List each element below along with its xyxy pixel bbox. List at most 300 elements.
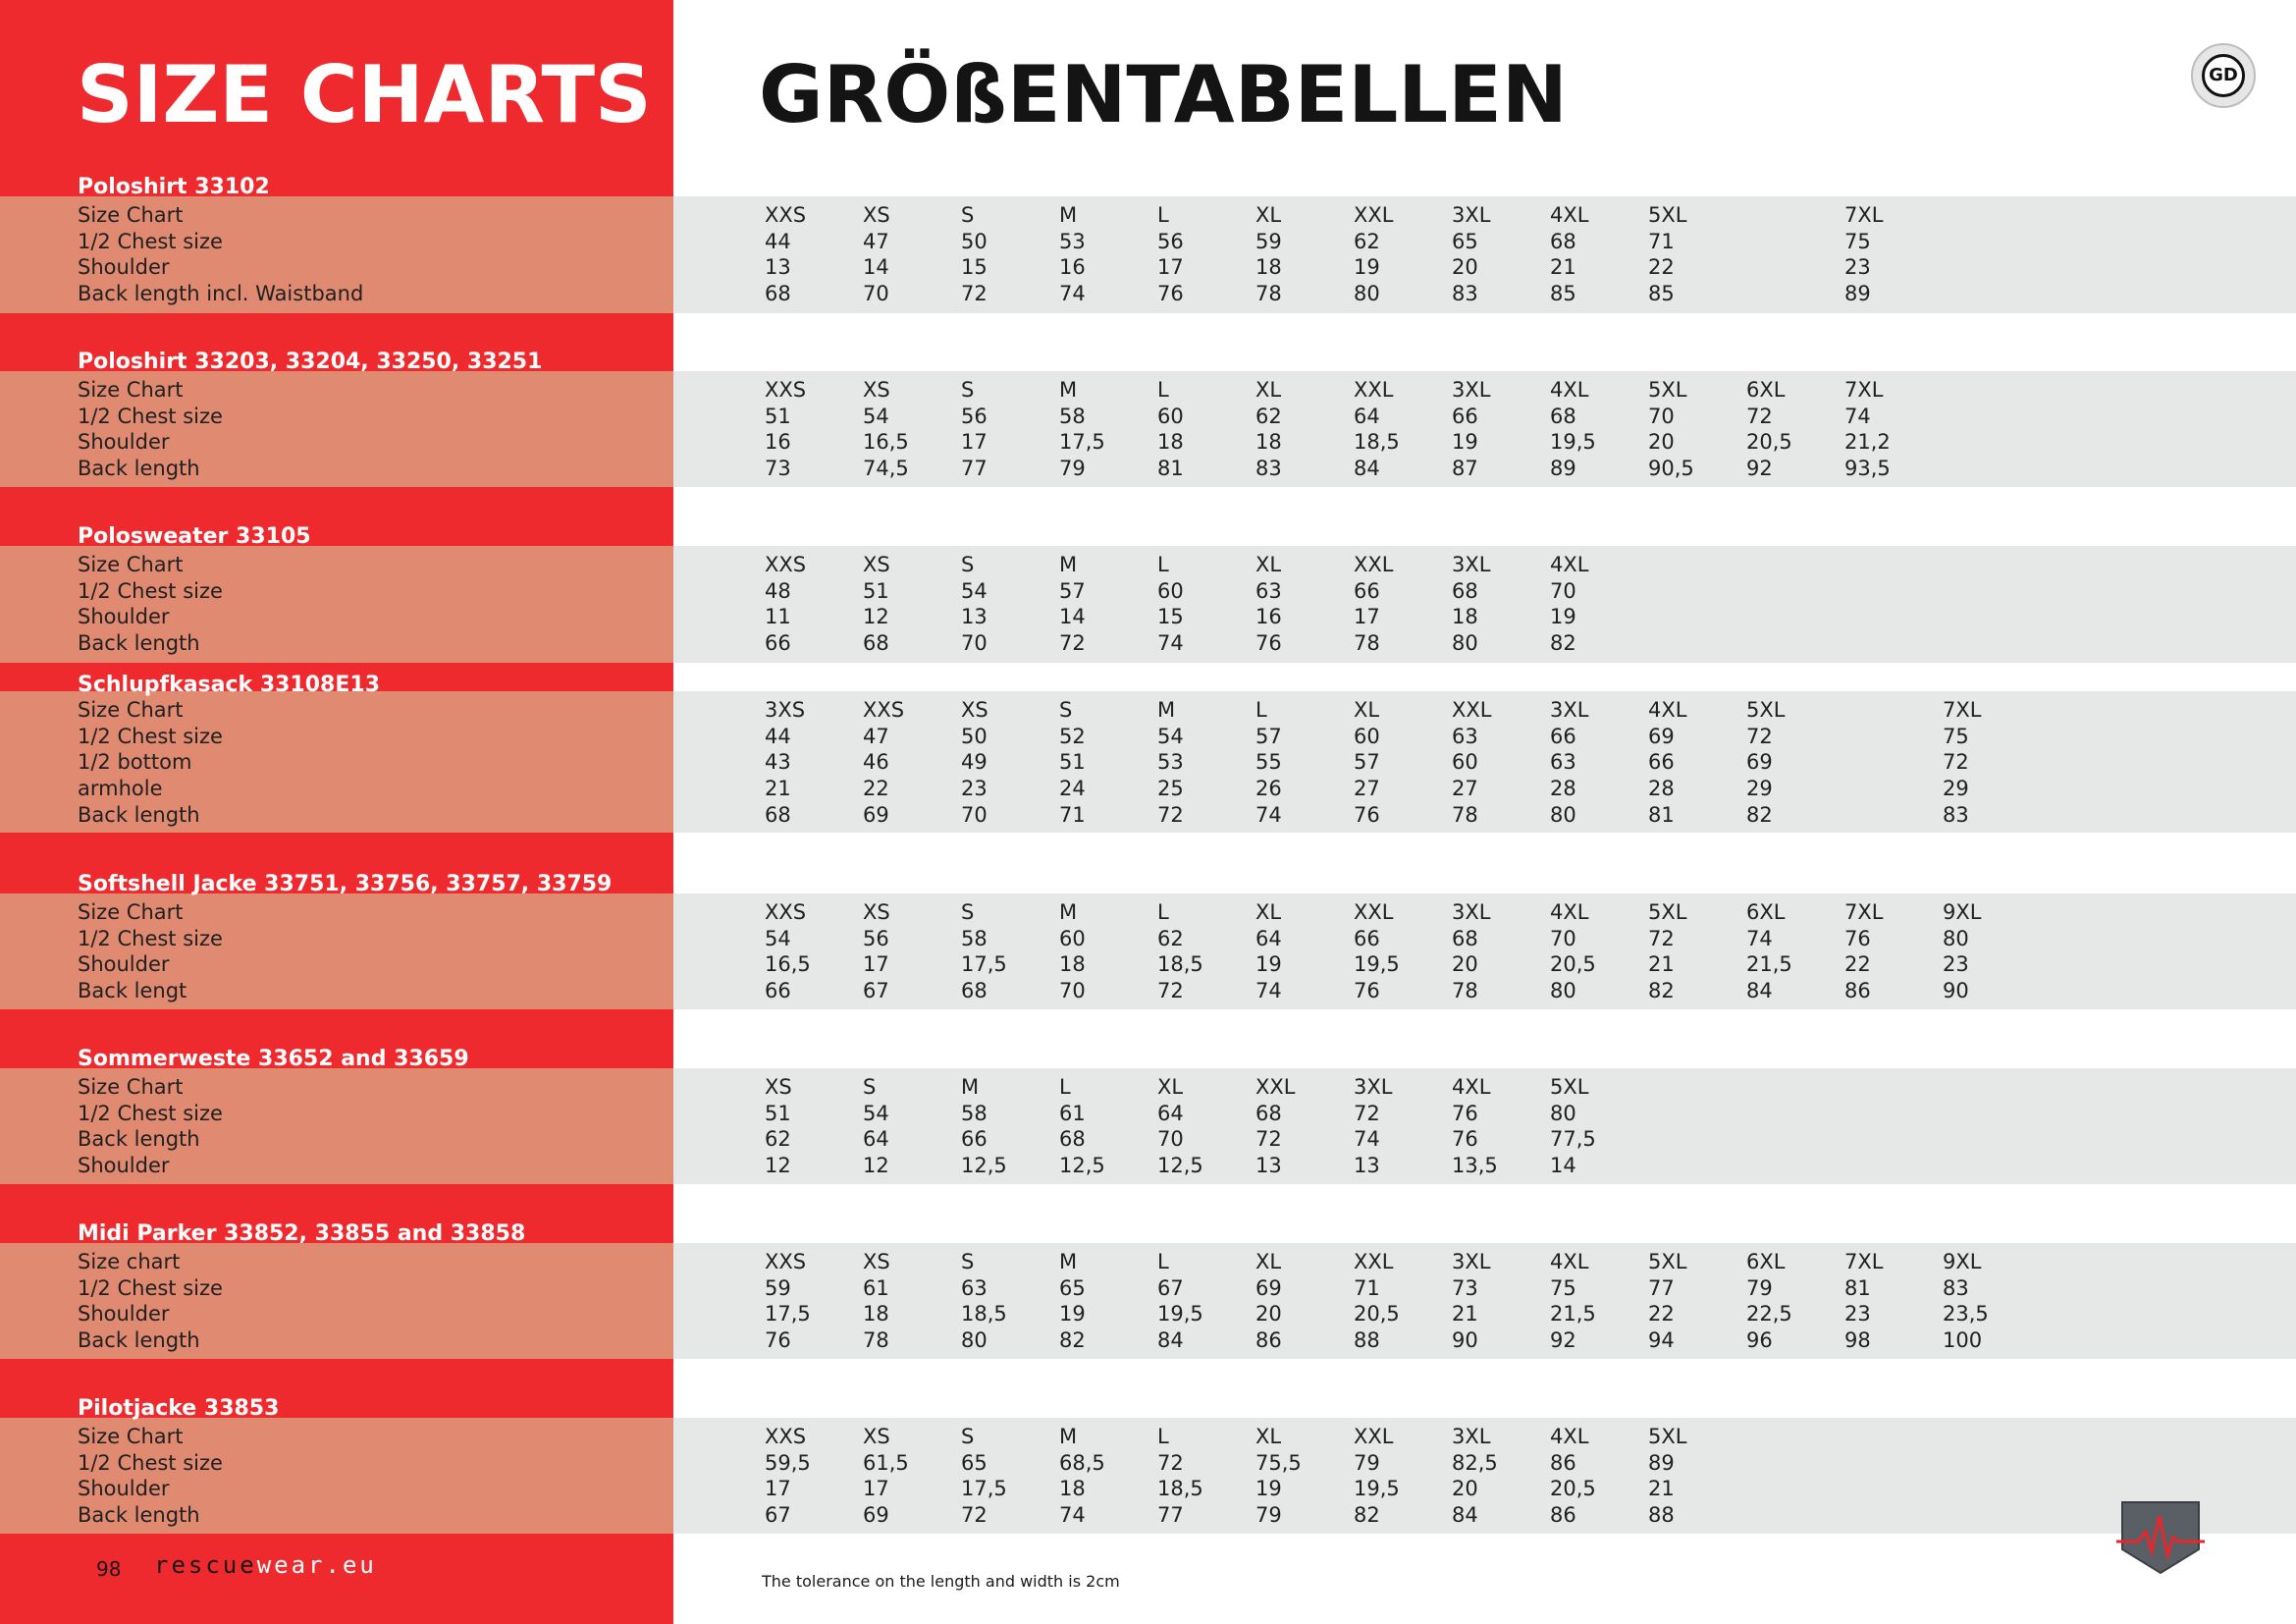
table-cell: 74 bbox=[1746, 926, 1773, 950]
table-cell: 66 bbox=[1452, 404, 1478, 428]
table-cell: 70 bbox=[1059, 979, 1086, 1003]
table-cell: XXL bbox=[1255, 1075, 1296, 1099]
table-cell: 73 bbox=[1452, 1275, 1478, 1300]
table-cell: 4XL bbox=[1550, 553, 1589, 576]
table-cell: 20 bbox=[1648, 430, 1675, 455]
table-cell: 68 bbox=[765, 802, 791, 827]
table-cell: M bbox=[1059, 1425, 1078, 1448]
table-cell: 59 bbox=[765, 1275, 791, 1300]
table-cell: 20,5 bbox=[1550, 952, 1596, 977]
table-cell: 68 bbox=[961, 979, 988, 1003]
table-cell: 22 bbox=[1844, 952, 1871, 977]
table-cell: XS bbox=[863, 900, 890, 924]
table-cell: 20,5 bbox=[1746, 430, 1792, 455]
table-cell: XXS bbox=[765, 553, 807, 576]
table-cell: 24 bbox=[1059, 777, 1086, 801]
table-cell: L bbox=[1157, 1250, 1169, 1273]
table-cell: 5XL bbox=[1648, 203, 1687, 227]
table-cell: 4XL bbox=[1550, 1250, 1589, 1273]
table-cell: 50 bbox=[961, 229, 988, 253]
table-cell: XXL bbox=[1354, 1425, 1394, 1448]
table-cell: 64 bbox=[1354, 404, 1380, 428]
table-cell: 13 bbox=[765, 255, 791, 280]
table-cell: 9XL bbox=[1943, 1250, 1982, 1273]
table-cell: 68 bbox=[1550, 229, 1576, 253]
table-cell: 86 bbox=[1255, 1328, 1282, 1353]
table-cell: 82 bbox=[1354, 1503, 1380, 1528]
table-cell: 81 bbox=[1648, 802, 1675, 827]
table-cell: 19 bbox=[1255, 1477, 1282, 1501]
table-cell: 68 bbox=[1059, 1127, 1086, 1152]
table-cell: 58 bbox=[961, 926, 988, 950]
row-label: Size chart bbox=[78, 1250, 181, 1273]
table-cell: 20 bbox=[1452, 255, 1478, 280]
table-cell: 93,5 bbox=[1844, 457, 1891, 481]
table-cell: 20,5 bbox=[1550, 1477, 1596, 1501]
table-cell: 82 bbox=[1550, 631, 1576, 656]
row-label: Back length bbox=[78, 457, 200, 481]
row-label: Shoulder bbox=[78, 1154, 170, 1178]
table-cell: 54 bbox=[863, 1101, 889, 1125]
table-cell: 70 bbox=[961, 631, 988, 656]
table-cell: XXL bbox=[1452, 698, 1492, 722]
table-cell: 79 bbox=[1059, 457, 1086, 481]
table-cell: L bbox=[1157, 553, 1169, 576]
table-cell: 69 bbox=[1255, 1275, 1282, 1300]
table-cell: 5XL bbox=[1648, 1425, 1687, 1448]
brand-rescue: rescue bbox=[154, 1551, 257, 1579]
table-cell: 64 bbox=[863, 1127, 889, 1152]
section-title: Polosweater 33105 bbox=[78, 524, 311, 549]
table-cell: 17 bbox=[1157, 255, 1184, 280]
table-cell: 59 bbox=[1255, 229, 1282, 253]
table-cell: 61 bbox=[1059, 1101, 1086, 1125]
table-cell: 4XL bbox=[1550, 203, 1589, 227]
row-label: Back length bbox=[78, 1127, 200, 1152]
table-cell: 66 bbox=[961, 1127, 988, 1152]
table-cell: L bbox=[1059, 1075, 1071, 1099]
table-cell: 83 bbox=[1943, 802, 1969, 827]
table-cell: 56 bbox=[1157, 229, 1184, 253]
table-cell: 13,5 bbox=[1452, 1154, 1498, 1178]
row-label: Back length incl. Waistband bbox=[78, 282, 364, 306]
table-cell: 90,5 bbox=[1648, 457, 1694, 481]
table-cell: 72 bbox=[1943, 750, 1969, 775]
table-cell: 54 bbox=[1157, 724, 1184, 748]
table-cell: 27 bbox=[1452, 777, 1478, 801]
table-cell: L bbox=[1157, 1425, 1169, 1448]
table-cell: 84 bbox=[1746, 979, 1773, 1003]
table-cell: 3XL bbox=[1452, 1425, 1491, 1448]
table-cell: 51 bbox=[765, 404, 791, 428]
table-cell: 21 bbox=[765, 777, 791, 801]
table-cell: 18,5 bbox=[1354, 430, 1400, 455]
table-cell: 4XL bbox=[1550, 378, 1589, 402]
table-cell: 92 bbox=[1746, 457, 1773, 481]
row-label: Back length bbox=[78, 631, 200, 656]
table-cell: 6XL bbox=[1746, 1250, 1786, 1273]
table-cell: 75 bbox=[1943, 724, 1969, 748]
table-cell: 87 bbox=[1452, 457, 1478, 481]
table-cell: 23 bbox=[961, 777, 988, 801]
table-cell: 51 bbox=[765, 1101, 791, 1125]
table-cell: 90 bbox=[1943, 979, 1969, 1003]
table-cell: 51 bbox=[1059, 750, 1086, 775]
table-cell: 7XL bbox=[1844, 900, 1884, 924]
table-cell: 5XL bbox=[1550, 1075, 1589, 1099]
table-cell: 83 bbox=[1943, 1275, 1969, 1300]
row-label: Shoulder bbox=[78, 605, 170, 629]
table-cell: 15 bbox=[1157, 605, 1184, 629]
table-cell: 80 bbox=[1550, 1101, 1576, 1125]
table-cell: 19 bbox=[1354, 255, 1380, 280]
table-cell: 100 bbox=[1943, 1328, 1983, 1353]
table-cell: 74 bbox=[1059, 1503, 1086, 1528]
row-label: 1/2 bottom bbox=[78, 750, 192, 775]
table-cell: 76 bbox=[1157, 282, 1184, 306]
row-label: Size Chart bbox=[78, 378, 184, 402]
table-cell: XL bbox=[1255, 1250, 1282, 1273]
table-cell: 76 bbox=[1452, 1101, 1478, 1125]
section-title: Softshell Jacke 33751, 33756, 33757, 33759 bbox=[78, 872, 613, 896]
table-cell: XS bbox=[863, 378, 890, 402]
table-cell: 12 bbox=[863, 605, 889, 629]
table-cell: 14 bbox=[863, 255, 889, 280]
table-cell: 47 bbox=[863, 229, 889, 253]
table-cell: 72 bbox=[1648, 926, 1675, 950]
page-title-english: SIZE CHARTS bbox=[77, 49, 652, 140]
table-cell: XL bbox=[1255, 553, 1282, 576]
table-cell: 68,5 bbox=[1059, 1450, 1105, 1475]
table-cell: XXS bbox=[765, 1425, 807, 1448]
table-cell: 66 bbox=[1354, 926, 1380, 950]
table-cell: 72 bbox=[1746, 724, 1773, 748]
table-cell: 21,5 bbox=[1746, 952, 1792, 977]
row-label: 1/2 Chest size bbox=[78, 229, 223, 253]
table-cell: 70 bbox=[1550, 578, 1576, 603]
table-cell: 73 bbox=[765, 457, 791, 481]
gd-logo-icon bbox=[2191, 43, 2256, 108]
table-cell: 62 bbox=[765, 1127, 791, 1152]
table-cell: M bbox=[1059, 1250, 1078, 1273]
table-cell: 6XL bbox=[1746, 900, 1786, 924]
table-cell: 17,5 bbox=[1059, 430, 1105, 455]
table-cell: 89 bbox=[1550, 457, 1576, 481]
table-cell: 44 bbox=[765, 229, 791, 253]
table-cell: 18,5 bbox=[1157, 1477, 1203, 1501]
table-cell: 12,5 bbox=[1157, 1154, 1203, 1178]
row-label: Shoulder bbox=[78, 1477, 170, 1501]
table-cell: 67 bbox=[863, 979, 889, 1003]
table-cell: 17,5 bbox=[961, 1477, 1007, 1501]
table-cell: 3XL bbox=[1452, 900, 1491, 924]
table-cell: 72 bbox=[1059, 631, 1086, 656]
table-cell: XL bbox=[1157, 1075, 1184, 1099]
row-label: 1/2 Chest size bbox=[78, 926, 223, 950]
table-cell: 75 bbox=[1550, 1275, 1576, 1300]
table-cell: 18,5 bbox=[1157, 952, 1203, 977]
table-cell: 76 bbox=[765, 1328, 791, 1353]
section-title: Pilotjacke 33853 bbox=[78, 1396, 280, 1421]
table-cell: 70 bbox=[863, 282, 889, 306]
table-cell: 60 bbox=[1059, 926, 1086, 950]
table-cell: L bbox=[1255, 698, 1267, 722]
table-cell: 65 bbox=[961, 1450, 988, 1475]
table-cell: XXL bbox=[1354, 378, 1394, 402]
table-cell: XS bbox=[765, 1075, 792, 1099]
table-cell: 90 bbox=[1452, 1328, 1478, 1353]
table-cell: 72 bbox=[1157, 979, 1184, 1003]
table-cell: 72 bbox=[961, 1503, 988, 1528]
table-cell: 12,5 bbox=[1059, 1154, 1105, 1178]
table-cell: 70 bbox=[1157, 1127, 1184, 1152]
table-cell: 19,5 bbox=[1354, 952, 1400, 977]
table-cell: 23 bbox=[1844, 255, 1871, 280]
table-cell: 60 bbox=[1157, 578, 1184, 603]
table-cell: 4XL bbox=[1550, 1425, 1589, 1448]
heartbeat-badge-icon bbox=[2116, 1498, 2205, 1577]
table-cell: 16 bbox=[1255, 605, 1282, 629]
table-cell: 76 bbox=[1354, 802, 1380, 827]
table-cell: 20 bbox=[1255, 1302, 1282, 1326]
table-cell: 68 bbox=[765, 282, 791, 306]
table-cell: XL bbox=[1255, 203, 1282, 227]
table-cell: 17 bbox=[863, 952, 889, 977]
table-cell: 54 bbox=[765, 926, 791, 950]
table-cell: 7XL bbox=[1844, 1250, 1884, 1273]
table-cell: 19 bbox=[1059, 1302, 1086, 1326]
table-cell: 28 bbox=[1550, 777, 1576, 801]
section-title: Sommerweste 33652 and 33659 bbox=[78, 1047, 469, 1071]
table-cell: 66 bbox=[765, 631, 791, 656]
table-cell: L bbox=[1157, 900, 1169, 924]
table-cell: 3XL bbox=[1452, 553, 1491, 576]
row-label: Size Chart bbox=[78, 1425, 184, 1448]
table-cell: 16,5 bbox=[765, 952, 811, 977]
table-cell: 89 bbox=[1648, 1450, 1675, 1475]
table-cell: L bbox=[1157, 378, 1169, 402]
table-cell: 25 bbox=[1157, 777, 1184, 801]
table-cell: 4XL bbox=[1452, 1075, 1491, 1099]
table-cell: 66 bbox=[1648, 750, 1675, 775]
table-cell: 17,5 bbox=[765, 1302, 811, 1326]
table-cell: 68 bbox=[1452, 926, 1478, 950]
table-cell: 74 bbox=[1354, 1127, 1380, 1152]
table-cell: 18,5 bbox=[961, 1302, 1007, 1326]
table-cell: 69 bbox=[1746, 750, 1773, 775]
table-cell: 22 bbox=[863, 777, 889, 801]
table-cell: 17 bbox=[765, 1477, 791, 1501]
table-cell: 14 bbox=[1059, 605, 1086, 629]
table-cell: 67 bbox=[1157, 1275, 1184, 1300]
table-cell: 7XL bbox=[1844, 378, 1884, 402]
table-cell: XXS bbox=[765, 1250, 807, 1273]
table-cell: 17,5 bbox=[961, 952, 1007, 977]
table-cell: 18 bbox=[1059, 1477, 1086, 1501]
table-cell: 70 bbox=[961, 802, 988, 827]
table-cell: 76 bbox=[1844, 926, 1871, 950]
table-cell: 4XL bbox=[1648, 698, 1687, 722]
table-cell: 48 bbox=[765, 578, 791, 603]
section-title: Midi Parker 33852, 33855 and 33858 bbox=[78, 1221, 526, 1246]
table-cell: XXL bbox=[1354, 1250, 1394, 1273]
table-cell: 14 bbox=[1550, 1154, 1576, 1178]
row-label: Back length bbox=[78, 802, 200, 827]
table-cell: XS bbox=[863, 1250, 890, 1273]
table-cell: S bbox=[961, 1425, 975, 1448]
section-title: Poloshirt 33203, 33204, 33250, 33251 bbox=[78, 350, 543, 374]
row-label: Shoulder bbox=[78, 255, 170, 280]
table-cell: 56 bbox=[961, 404, 988, 428]
table-cell: 62 bbox=[1354, 229, 1380, 253]
table-cell: XS bbox=[863, 203, 890, 227]
table-cell: 72 bbox=[1157, 802, 1184, 827]
table-cell: 17 bbox=[863, 1477, 889, 1501]
table-cell: 98 bbox=[1844, 1328, 1871, 1353]
table-cell: 80 bbox=[1354, 282, 1380, 306]
table-cell: 18 bbox=[1452, 605, 1478, 629]
table-cell: M bbox=[1059, 378, 1078, 402]
table-cell: 27 bbox=[1354, 777, 1380, 801]
table-cell: 12 bbox=[863, 1154, 889, 1178]
table-cell: 18 bbox=[1255, 430, 1282, 455]
table-cell: 82,5 bbox=[1452, 1450, 1498, 1475]
table-cell: 66 bbox=[1354, 578, 1380, 603]
table-cell: XXS bbox=[765, 378, 807, 402]
table-cell: 71 bbox=[1059, 802, 1086, 827]
table-cell: 22,5 bbox=[1746, 1302, 1792, 1326]
table-cell: 89 bbox=[1844, 282, 1871, 306]
table-cell: 76 bbox=[1452, 1127, 1478, 1152]
table-cell: 66 bbox=[1550, 724, 1576, 748]
table-cell: 13 bbox=[1354, 1154, 1380, 1178]
table-cell: 86 bbox=[1844, 979, 1871, 1003]
table-cell: 74 bbox=[1157, 631, 1184, 656]
table-cell: 13 bbox=[961, 605, 988, 629]
table-cell: 17 bbox=[1354, 605, 1380, 629]
table-cell: XXS bbox=[863, 698, 905, 722]
table-cell: 16 bbox=[1059, 255, 1086, 280]
table-cell: 16,5 bbox=[863, 430, 909, 455]
table-cell: 56 bbox=[863, 926, 889, 950]
row-label: 1/2 Chest size bbox=[78, 1275, 223, 1300]
table-cell: 4XL bbox=[1550, 900, 1589, 924]
table-cell: 76 bbox=[1255, 631, 1282, 656]
table-cell: 46 bbox=[863, 750, 889, 775]
table-cell: 3XL bbox=[1452, 1250, 1491, 1273]
table-cell: 82 bbox=[1059, 1328, 1086, 1353]
table-cell: 64 bbox=[1157, 1101, 1184, 1125]
table-cell: 5XL bbox=[1648, 1250, 1687, 1273]
table-cell: 29 bbox=[1746, 777, 1773, 801]
row-label: Back length bbox=[78, 1328, 200, 1353]
table-cell: 43 bbox=[765, 750, 791, 775]
table-cell: 80 bbox=[1452, 631, 1478, 656]
table-cell: 80 bbox=[961, 1328, 988, 1353]
table-cell: 61,5 bbox=[863, 1450, 909, 1475]
table-cell: 21 bbox=[1648, 1477, 1675, 1501]
table-cell: 7XL bbox=[1844, 203, 1884, 227]
table-cell: 58 bbox=[1059, 404, 1086, 428]
table-cell: 18 bbox=[863, 1302, 889, 1326]
table-cell: 78 bbox=[863, 1328, 889, 1353]
table-cell: S bbox=[961, 378, 975, 402]
table-cell: 3XL bbox=[1452, 203, 1491, 227]
row-label: 1/2 Chest size bbox=[78, 724, 223, 748]
row-label: Size Chart bbox=[78, 1075, 184, 1099]
table-cell: 74 bbox=[1059, 282, 1086, 306]
table-cell: M bbox=[1059, 553, 1078, 576]
table-cell: 11 bbox=[765, 605, 791, 629]
table-cell: S bbox=[961, 1250, 975, 1273]
table-cell: 19,5 bbox=[1550, 430, 1596, 455]
table-cell: 22 bbox=[1648, 1302, 1675, 1326]
table-cell: 52 bbox=[1059, 724, 1086, 748]
table-cell: 20 bbox=[1452, 952, 1478, 977]
table-cell: XXS bbox=[765, 203, 807, 227]
table-cell: 80 bbox=[1550, 802, 1576, 827]
table-cell: 84 bbox=[1157, 1328, 1184, 1353]
table-cell: 74 bbox=[1844, 404, 1871, 428]
table-cell: 86 bbox=[1550, 1450, 1576, 1475]
table-cell: XS bbox=[863, 1425, 890, 1448]
row-label: Shoulder bbox=[78, 1302, 170, 1326]
table-cell: 80 bbox=[1550, 979, 1576, 1003]
table-cell: 12,5 bbox=[961, 1154, 1007, 1178]
table-cell: 65 bbox=[1059, 1275, 1086, 1300]
row-label: Shoulder bbox=[78, 430, 170, 455]
table-cell: 19,5 bbox=[1354, 1477, 1400, 1501]
table-cell: M bbox=[1157, 698, 1176, 722]
table-cell: 68 bbox=[1255, 1101, 1282, 1125]
table-cell: XXL bbox=[1354, 553, 1394, 576]
table-cell: 68 bbox=[1452, 578, 1478, 603]
table-cell: 6XL bbox=[1746, 378, 1786, 402]
table-cell: 65 bbox=[1452, 229, 1478, 253]
table-cell: 3XL bbox=[1550, 698, 1589, 722]
table-cell: 78 bbox=[1354, 631, 1380, 656]
table-cell: 74 bbox=[1255, 802, 1282, 827]
table-cell: 13 bbox=[1255, 1154, 1282, 1178]
table-cell: XL bbox=[1255, 1425, 1282, 1448]
row-label: Shoulder bbox=[78, 952, 170, 977]
table-cell: 74 bbox=[1255, 979, 1282, 1003]
table-cell: 3XL bbox=[1354, 1075, 1393, 1099]
row-label: 1/2 Chest size bbox=[78, 578, 223, 603]
table-cell: 51 bbox=[863, 578, 889, 603]
section-title: Schlupfkasack 33108E13 bbox=[78, 673, 380, 697]
table-cell: 94 bbox=[1648, 1328, 1675, 1353]
table-cell: 62 bbox=[1157, 926, 1184, 950]
table-cell: 71 bbox=[1648, 229, 1675, 253]
table-cell: 72 bbox=[1746, 404, 1773, 428]
table-cell: 21 bbox=[1452, 1302, 1478, 1326]
table-cell: 22 bbox=[1648, 255, 1675, 280]
table-cell: 72 bbox=[1157, 1450, 1184, 1475]
table-cell: 83 bbox=[1255, 457, 1282, 481]
table-cell: XS bbox=[961, 698, 988, 722]
row-label: Size Chart bbox=[78, 203, 184, 227]
table-cell: 68 bbox=[1550, 404, 1576, 428]
table-cell: M bbox=[1059, 900, 1078, 924]
table-cell: 5XL bbox=[1648, 378, 1687, 402]
table-cell: 75 bbox=[1844, 229, 1871, 253]
table-cell: 50 bbox=[961, 724, 988, 748]
table-cell: 21 bbox=[1648, 952, 1675, 977]
table-cell: 18 bbox=[1255, 255, 1282, 280]
brand-wear: wear.eu bbox=[256, 1551, 377, 1579]
table-cell: 5XL bbox=[1648, 900, 1687, 924]
